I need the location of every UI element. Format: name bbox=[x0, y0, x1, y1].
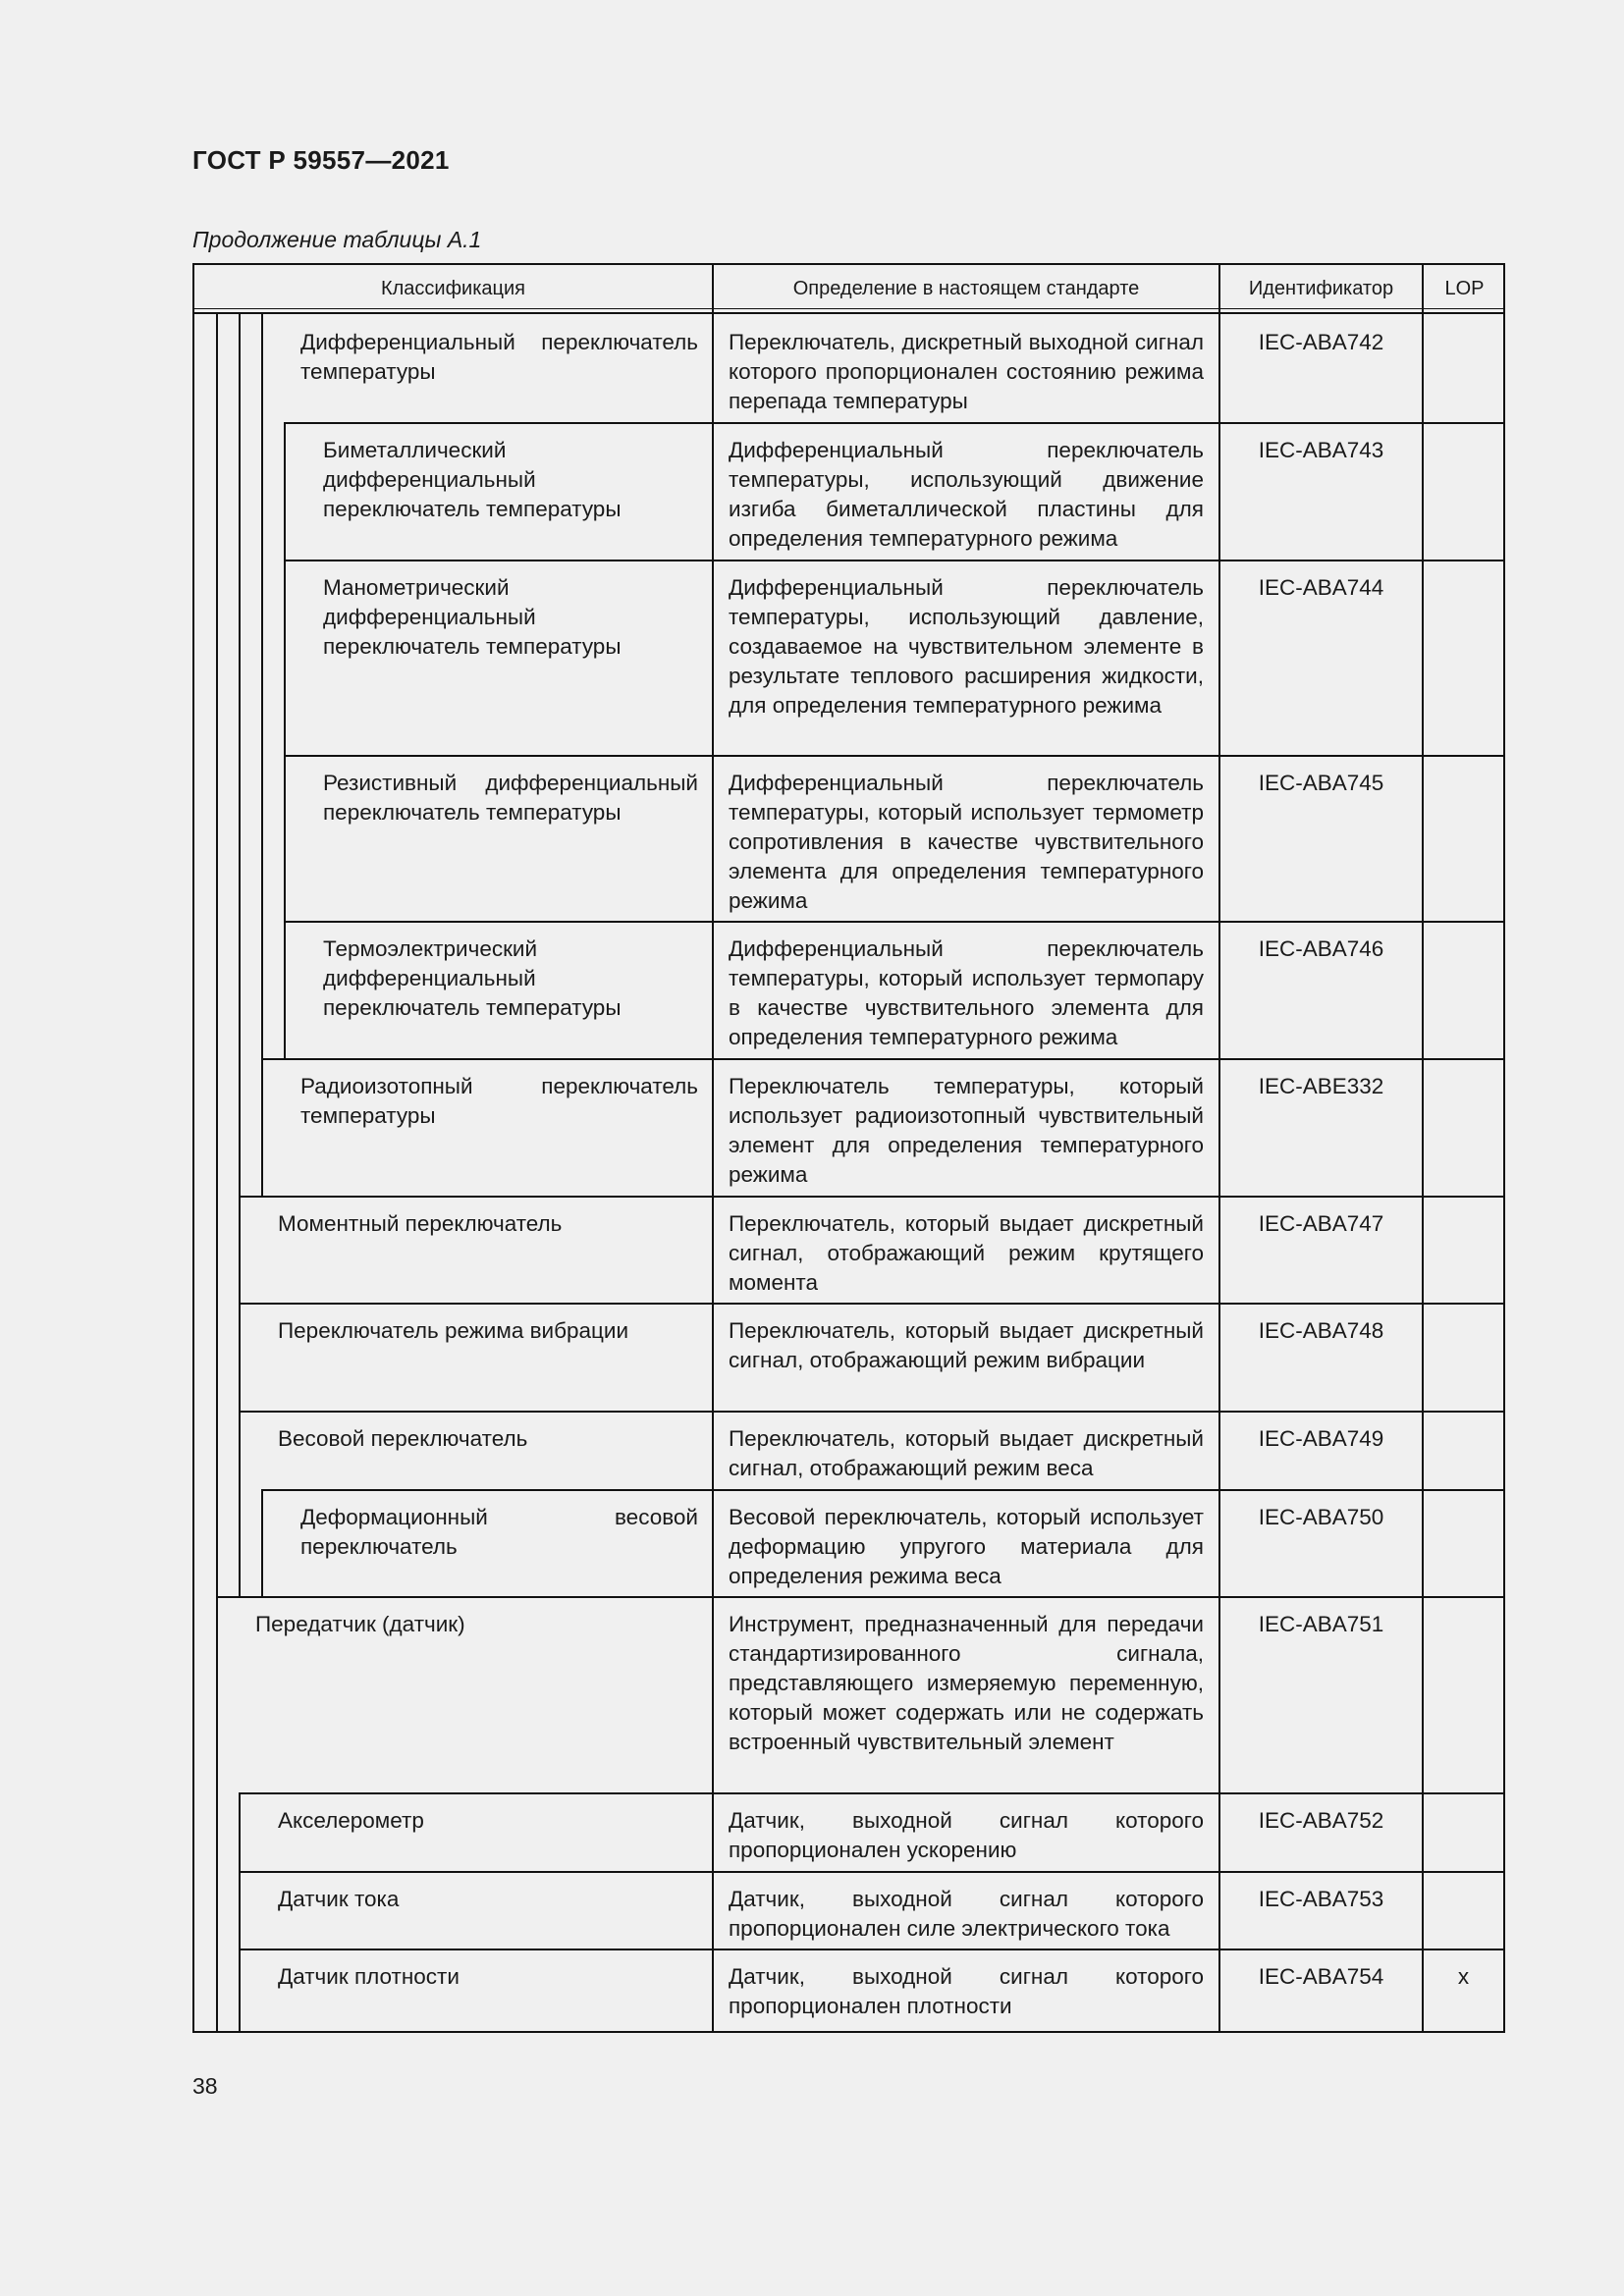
definition-cell: Весовой переключатель, который использует деформацию упругого материала для определения режима веса bbox=[729, 1505, 1204, 1588]
classification-cell: Весовой переключатель bbox=[278, 1426, 528, 1451]
header-divider-inner bbox=[194, 308, 1503, 309]
row-divider bbox=[261, 1058, 1503, 1060]
indent-guide bbox=[284, 921, 286, 1060]
indent-guide bbox=[239, 755, 241, 923]
indent-guide bbox=[261, 560, 263, 757]
classification-cell: Радиоизотопный переключатель температуры bbox=[300, 1074, 698, 1128]
definition-cell: Дифференциальный переключатель температуры, который использует термопару в качестве чувствительного элемента для определения температурного режима bbox=[729, 936, 1204, 1049]
indent-guide bbox=[216, 921, 218, 1060]
identifier-cell: IEC-ABA743 bbox=[1258, 438, 1384, 462]
table-caption: Продолжение таблицы А.1 bbox=[192, 227, 482, 252]
header-lop: LOP bbox=[1444, 278, 1485, 299]
definition-cell: Датчик, выходной сигнал которого пропорционален плотности bbox=[729, 1964, 1204, 2018]
identifier-cell: IEC-ABA753 bbox=[1258, 1887, 1384, 1911]
identifier-cell: IEC-ABA752 bbox=[1258, 1808, 1384, 1833]
classification-cell: Дифференциальный переключатель температуры bbox=[300, 330, 698, 384]
row-divider bbox=[216, 1596, 1503, 1598]
definition-cell: Датчик, выходной сигнал которого пропорционален силе электрического тока bbox=[729, 1887, 1204, 1941]
definition-cell: Переключатель, который выдает дискретный сигнал, отображающий режим крутящего момента bbox=[729, 1211, 1204, 1295]
identifier-cell: IEC-ABA746 bbox=[1258, 936, 1384, 961]
row-divider bbox=[239, 1871, 1503, 1873]
identifier-cell: IEC-ABA742 bbox=[1258, 330, 1384, 354]
page-number: 38 bbox=[192, 2073, 218, 2099]
classification-cell: Моментный переключатель bbox=[278, 1211, 563, 1236]
indent-guide bbox=[261, 755, 263, 923]
column-divider-2 bbox=[1218, 265, 1220, 2031]
document-title: ГОСТ Р 59557—2021 bbox=[192, 145, 450, 175]
column-divider-1 bbox=[712, 265, 714, 2031]
identifier-cell: IEC-ABA748 bbox=[1258, 1318, 1384, 1343]
row-divider bbox=[239, 1949, 1503, 1950]
definition-cell: Переключатель, который выдает дискретный сигнал, отображающий режим вибрации bbox=[729, 1318, 1204, 1372]
classification-table bbox=[192, 263, 1505, 2033]
definition-cell: Переключатель температуры, который использует радиоизотопный чувствительный элемент для определения температурного режима bbox=[729, 1074, 1204, 1187]
indent-guide bbox=[216, 1411, 218, 1491]
indent-guide bbox=[216, 314, 218, 424]
definition-cell: Дифференциальный переключатель температуры, использующий давление, создаваемое на чувствительном элементе в результате теплового расширения жидкости, для определения температурного режима bbox=[729, 575, 1204, 718]
header-definition: Определение в настоящем стандарте bbox=[792, 278, 1140, 299]
classification-cell: Манометрический дифференциальный переключатель температуры bbox=[323, 575, 622, 659]
classification-cell: Биметаллический дифференциальный переключатель температуры bbox=[323, 438, 622, 521]
indent-guide bbox=[216, 755, 218, 923]
classification-cell: Резистивный дифференциальный переключатель температуры bbox=[323, 771, 698, 825]
classification-cell: Переключатель режима вибрации bbox=[278, 1318, 629, 1343]
classification-cell: Датчик тока bbox=[278, 1887, 400, 1911]
classification-cell: Датчик плотности bbox=[278, 1964, 460, 1989]
indent-guide bbox=[284, 422, 286, 561]
header-divider bbox=[194, 312, 1503, 314]
header-classification: Классификация bbox=[380, 278, 525, 299]
indent-guide bbox=[284, 755, 286, 923]
indent-guide bbox=[261, 1489, 263, 1598]
indent-guide bbox=[239, 314, 241, 424]
identifier-cell: IEC-ABA754 bbox=[1258, 1964, 1384, 1989]
indent-guide bbox=[239, 1411, 241, 1491]
identifier-cell: IEC-ABE332 bbox=[1258, 1074, 1384, 1098]
indent-guide bbox=[239, 921, 241, 1060]
column-divider-3 bbox=[1422, 265, 1424, 2031]
classification-cell: Акселерометр bbox=[278, 1808, 424, 1833]
indent-guide bbox=[216, 1058, 218, 1198]
indent-guide bbox=[216, 1792, 218, 1873]
row-divider bbox=[239, 1411, 1503, 1413]
indent-guide bbox=[239, 1489, 241, 1598]
row-divider bbox=[239, 1792, 1503, 1794]
identifier-cell: IEC-ABA747 bbox=[1258, 1211, 1384, 1236]
indent-guide bbox=[216, 560, 218, 757]
row-divider bbox=[284, 755, 1503, 757]
classification-cell: Передатчик (датчик) bbox=[255, 1612, 465, 1636]
indent-guide bbox=[239, 1303, 241, 1413]
indent-guide bbox=[284, 560, 286, 757]
row-divider bbox=[284, 560, 1503, 561]
identifier-cell: IEC-ABA750 bbox=[1258, 1505, 1384, 1529]
row-divider bbox=[284, 921, 1503, 923]
definition-cell: Переключатель, который выдает дискретный сигнал, отображающий режим веса bbox=[729, 1426, 1204, 1480]
identifier-cell: IEC-ABA744 bbox=[1258, 575, 1384, 600]
indent-guide bbox=[261, 314, 263, 424]
identifier-cell: IEC-ABA745 bbox=[1258, 771, 1384, 795]
definition-cell: Дифференциальный переключатель температуры, который использует термометр сопротивления в качестве чувствительного элемента для определения температурного режима bbox=[729, 771, 1204, 913]
indent-guide bbox=[216, 1489, 218, 1598]
definition-cell: Дифференциальный переключатель температуры, использующий движение изгиба биметаллической пластины для определения температурного режима bbox=[729, 438, 1204, 551]
definition-cell: Переключатель, дискретный выходной сигнал которого пропорционален состоянию режима перепада температуры bbox=[729, 330, 1204, 413]
lop-cell: x bbox=[1457, 1964, 1470, 1989]
indent-guide bbox=[261, 921, 263, 1060]
definition-cell: Датчик, выходной сигнал которого пропорционален ускорению bbox=[729, 1808, 1204, 1862]
indent-guide bbox=[239, 1871, 241, 1950]
indent-guide bbox=[239, 422, 241, 561]
indent-guide bbox=[216, 1596, 218, 1794]
indent-guide bbox=[216, 1196, 218, 1305]
indent-guide bbox=[239, 1058, 241, 1198]
row-divider bbox=[261, 1489, 1503, 1491]
indent-guide bbox=[239, 1792, 241, 1873]
row-divider bbox=[284, 422, 1503, 424]
indent-guide bbox=[216, 1949, 218, 2031]
row-divider bbox=[239, 1303, 1503, 1305]
indent-guide bbox=[261, 422, 263, 561]
indent-guide bbox=[239, 1949, 241, 2031]
classification-cell: Термоэлектрический дифференциальный переключатель температуры bbox=[323, 936, 622, 1020]
identifier-cell: IEC-ABA749 bbox=[1258, 1426, 1384, 1451]
indent-guide bbox=[216, 1871, 218, 1950]
indent-guide bbox=[261, 1058, 263, 1198]
header-identifier: Идентификатор bbox=[1248, 278, 1394, 299]
definition-cell: Инструмент, предназначенный для передачи стандартизированного сигнала, представляющего измеряемую переменную, который может содержать или не содержать встроенный чувствительный элемент bbox=[729, 1612, 1204, 1754]
indent-guide bbox=[216, 422, 218, 561]
classification-cell: Деформационный весовой переключатель bbox=[300, 1505, 698, 1559]
indent-guide bbox=[239, 560, 241, 757]
indent-guide bbox=[239, 1196, 241, 1305]
identifier-cell: IEC-ABA751 bbox=[1258, 1612, 1384, 1636]
row-divider bbox=[239, 1196, 1503, 1198]
indent-guide bbox=[216, 1303, 218, 1413]
